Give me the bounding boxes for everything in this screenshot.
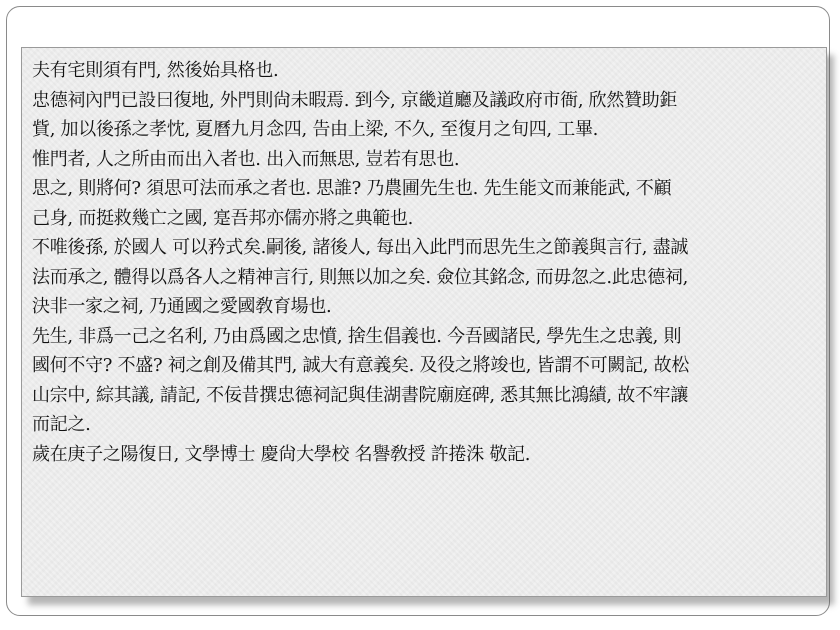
text-line: 決非一家之祠, 乃通國之愛國敎育場也.: [32, 296, 332, 317]
text-line: 歲在庚子之陽復日, 文學博士 慶尙大學校 名譽敎授 許捲洙 敬記.: [32, 443, 531, 465]
text-line: 法而承之, 體得以爲各人之精神言行, 則無以加之矣. 僉位其銘念, 而毋忽之.此忠德祠,: [32, 266, 689, 288]
text-line: 國何不守? 不盛? 祠之創及備其門, 誠大有意義矣. 及役之將竣也, 皆謂不可闕記, 故松: [32, 355, 690, 376]
text-line: 山宗中, 綜其議, 請記, 不佞昔撰忠德祠記與佳湖書院廟庭碑, 悉其無比鴻績, 故不牢讓: [32, 384, 689, 406]
text-line: 不唯後孫, 於國人 可以矜式矣.嗣後, 諸後人, 每出入此門而思先生之節義與言行, 盡誠: [32, 237, 689, 258]
text-line: 夫有宅則須有門, 然後始具格也.: [32, 60, 279, 81]
text-line: 惟門者, 人之所由而出入者也. 出入而無思, 豈若有思也.: [32, 148, 460, 170]
inscription-text: [32, 56, 822, 469]
slide-frame: [6, 6, 830, 616]
text-line: 思之, 則將何? 須思可法而承之者也. 思誰? 乃農圃先生也. 先生能文而兼能武, 不顧: [32, 178, 672, 199]
text-line: 己身, 而挺救幾亡之國, 寔吾邦亦儒亦將之典範也.: [32, 207, 414, 229]
text-panel: [21, 47, 827, 597]
text-line: 貲, 加以後孫之孝忱, 夏曆九月念四, 告由上梁, 不久, 至復月之旬四, 工畢.: [32, 119, 599, 140]
text-line: 忠德祠內門已設曰復地, 外門則尙未暇焉. 到今, 京畿道廳及議政府市衙, 欣然贊助鉅: [32, 89, 678, 111]
text-line: 先生, 非爲一己之名利, 乃由爲國之忠憤, 捨生倡義也. 今吾國諸民, 學先生之忠義, 則: [32, 325, 682, 347]
text-line: 而記之.: [32, 414, 91, 435]
